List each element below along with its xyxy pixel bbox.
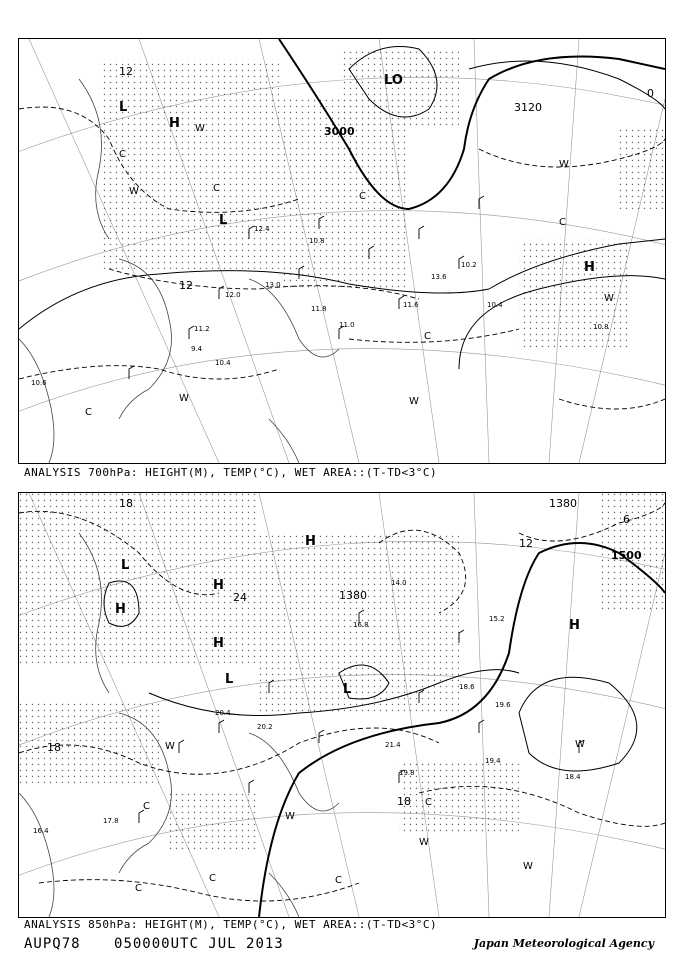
contour-label: 18 [397, 795, 411, 808]
station-value: 20.4 [215, 709, 231, 717]
station-value: 21.4 [385, 741, 401, 749]
station-value: 10.6 [31, 379, 47, 387]
station-value: 10.8 [593, 323, 609, 331]
station-value: 11.2 [194, 325, 210, 333]
contour-label: 18 [47, 741, 61, 754]
map-850hpa-canvas [19, 493, 665, 917]
contour-label: 18 [119, 497, 133, 510]
high-center: H [584, 260, 595, 275]
chart-identifier [24, 936, 308, 952]
station-value: 15.2 [489, 615, 505, 623]
station-value: 18.6 [459, 683, 475, 691]
warm-mark: W [129, 186, 139, 197]
station-value: 17.8 [103, 817, 119, 825]
cold-mark: C [135, 883, 142, 894]
caption-700hpa: ANALYSIS 700hPa: HEIGHT(M), TEMP(°C), WET AREA::(T-TD<3°C) [24, 466, 438, 479]
station-value: 11.8 [311, 305, 327, 313]
station-value: 19.6 [495, 701, 511, 709]
valid-time: 050000UTC JUL 2013 [114, 936, 284, 952]
high-center: H [569, 618, 580, 633]
warm-mark: W [285, 811, 295, 822]
low-center: L [225, 672, 234, 687]
station-value: 13.0 [265, 281, 281, 289]
high-center: H [213, 636, 224, 651]
wet-area-850 [19, 493, 665, 853]
cold-mark: C [335, 875, 342, 886]
warm-mark: W [195, 123, 205, 134]
station-value: 20.2 [257, 723, 273, 731]
high-center: H [115, 602, 126, 617]
contour-label: 1380 [549, 497, 577, 510]
cold-mark: C [85, 407, 92, 418]
contour-label: 1500 [611, 549, 642, 562]
cold-mark: C [119, 149, 126, 160]
station-value: 11.6 [403, 301, 419, 309]
contour-label: 6 [623, 513, 630, 526]
low-center: L [343, 682, 352, 697]
cold-mark: C [425, 797, 432, 808]
low-center: L [119, 100, 128, 115]
map-700hpa-canvas [19, 39, 665, 463]
station-value: 12.0 [225, 291, 241, 299]
chart-code: AUPQ78 [24, 936, 81, 952]
station-value: 19.4 [485, 757, 501, 765]
caption-850hpa: ANALYSIS 850hPa: HEIGHT(M), TEMP(°C), WET AREA::(T-TD<3°C) [24, 918, 438, 931]
station-value: 19.8 [399, 769, 415, 777]
high-center: H [169, 116, 180, 131]
station-value: 12.4 [254, 225, 270, 233]
cold-mark: C [213, 183, 220, 194]
warm-mark: W [409, 396, 419, 407]
station-value: 14.0 [391, 579, 407, 587]
map-850hpa [18, 492, 666, 918]
station-value: 18.4 [565, 773, 581, 781]
warm-mark: W [419, 837, 429, 848]
high-center: H [213, 578, 224, 593]
station-value: 9.4 [191, 345, 203, 353]
station-value: 16.8 [353, 621, 369, 629]
station-value: 10.8 [309, 237, 325, 245]
warm-mark: W [604, 293, 614, 304]
warm-mark: W [575, 739, 585, 750]
low-center: L [219, 213, 228, 228]
contour-label: 12 [519, 537, 533, 550]
station-value: 11.0 [339, 321, 355, 329]
contour-label: 12 [119, 65, 133, 78]
station-value: 10.4 [487, 301, 503, 309]
cold-mark: C [424, 331, 431, 342]
warm-mark: W [165, 741, 175, 752]
contour-label: 3000 [324, 125, 355, 138]
contour-label: 24 [233, 591, 247, 604]
warm-mark: W [559, 159, 569, 170]
warm-mark: W [179, 393, 189, 404]
cold-mark: C [359, 191, 366, 202]
map-700hpa [18, 38, 666, 464]
contour-label: 0 [647, 87, 654, 100]
agency-name: Japan Meteorological Agency [473, 937, 654, 950]
contour-label: 3120 [514, 101, 542, 114]
station-value: 16.4 [33, 827, 49, 835]
station-value: 10.4 [215, 359, 231, 367]
station-value: 13.6 [431, 273, 447, 281]
low-center: L [121, 558, 130, 573]
high-center: H [305, 534, 316, 549]
station-value: 10.2 [461, 261, 477, 269]
contour-label: 12 [179, 279, 193, 292]
wet-area-700 [99, 49, 665, 349]
cold-mark: C [143, 801, 150, 812]
contour-label: 1380 [339, 589, 367, 602]
warm-mark: W [523, 861, 533, 872]
cold-mark: C [559, 217, 566, 228]
low-center: LO [384, 73, 403, 88]
cold-mark: C [209, 873, 216, 884]
